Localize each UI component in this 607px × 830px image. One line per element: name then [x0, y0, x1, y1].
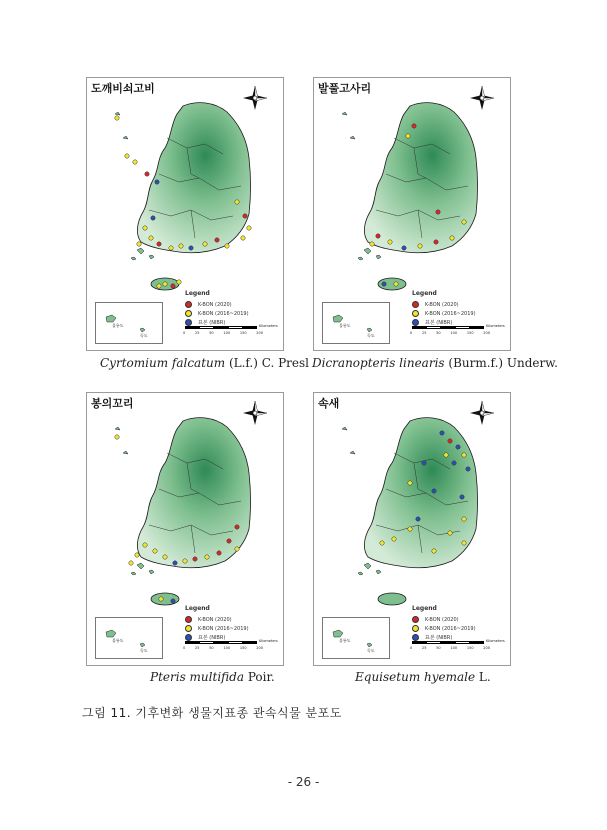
legend-item: [412, 624, 476, 633]
legend-label: 표본 (NIBR): [425, 320, 453, 326]
scale-tick: 25: [421, 331, 427, 335]
legend-marker: [412, 616, 419, 623]
legend-marker: [185, 310, 192, 317]
scale-bar: [412, 641, 484, 644]
inset-label-dokdo: 독도: [140, 333, 148, 338]
inset-label-ulleungdo: 울릉도: [112, 323, 124, 328]
scale-tick: 25: [421, 646, 427, 650]
legend-item: [185, 615, 249, 624]
panel-title: 도깨비쇠고비: [91, 82, 155, 95]
legend-marker: [185, 625, 192, 632]
scale-tick: 150: [466, 331, 474, 335]
legend-item: [412, 615, 476, 624]
inset-map-box: [322, 302, 390, 344]
legend: [185, 605, 249, 642]
scale-tick: 0: [410, 646, 413, 650]
legend-item: [185, 624, 249, 633]
scale-tick: 150: [239, 331, 247, 335]
scale-tick: 150: [239, 646, 247, 650]
legend-marker: [185, 616, 192, 623]
scale-labels: [183, 331, 263, 335]
scale-tick: 100: [450, 646, 458, 650]
scale-tick: 0: [183, 646, 186, 650]
legend-title: Legend: [412, 290, 437, 297]
inset-label-dokdo: 독도: [140, 648, 148, 653]
inset-label-ulleungdo: 울릉도: [339, 638, 351, 643]
scale-tick: 100: [223, 646, 231, 650]
legend-marker: [412, 310, 419, 317]
map-panel-1: [86, 77, 284, 351]
panel-title: 발풀고사리: [318, 82, 372, 95]
scale-bar: [185, 641, 257, 644]
legend: [412, 605, 476, 642]
species-author: (Burm.f.) Underw.: [444, 356, 558, 370]
legend-title: Legend: [185, 605, 210, 612]
legend-item: [412, 309, 476, 318]
species-name: Dicranopteris linearis: [312, 356, 445, 370]
species-name: Equisetum hyemale: [355, 670, 476, 684]
legend-marker: [185, 301, 192, 308]
scale-tick: 25: [194, 646, 200, 650]
legend-label: 표본 (NIBR): [198, 320, 226, 326]
species-caption-4: [355, 670, 491, 684]
scale-tick: 50: [436, 646, 441, 650]
inset-map-box: [322, 617, 390, 659]
species-caption-1: [100, 356, 309, 370]
inset-label-ulleungdo: 울릉도: [339, 323, 351, 328]
species-author: (L.f.) C. Presl: [225, 356, 310, 370]
panel-title: 속새: [318, 397, 340, 410]
inset-map: [96, 303, 162, 343]
map-panel-3: [86, 392, 284, 666]
inset-label-dokdo: 독도: [367, 333, 375, 338]
legend-marker: [412, 625, 419, 632]
page-number: - 26 -: [287, 775, 320, 789]
scale-tick: 50: [209, 331, 214, 335]
scale-tick: 200: [483, 331, 490, 335]
species-name: Pteris multifida: [150, 670, 244, 684]
legend-label: K-BON (2016~2019): [425, 625, 476, 632]
legend-title: Legend: [185, 290, 210, 297]
scale-unit: Kilometers: [259, 639, 278, 643]
scale-tick: 50: [209, 646, 214, 650]
scale-bar: [185, 326, 257, 329]
legend: [412, 290, 476, 327]
legend-label: 표본 (NIBR): [425, 635, 453, 641]
species-name: Cyrtomium falcatum: [100, 356, 226, 370]
scale-tick: 100: [450, 331, 458, 335]
species-author: L.: [475, 670, 491, 684]
legend-marker: [412, 634, 419, 641]
legend-marker: [412, 319, 419, 326]
inset-map: [323, 303, 389, 343]
legend-marker: [185, 319, 192, 326]
inset-map-box: [95, 302, 163, 344]
scale-labels: [410, 646, 490, 650]
legend-marker: [185, 634, 192, 641]
figure-caption: 그림 11. 기후변화 생물지표종 관속식물 분포도: [82, 706, 342, 720]
legend-label: K-BON (2020): [425, 616, 459, 623]
scale-unit: Kilometers: [486, 324, 505, 328]
legend-label: K-BON (2020): [198, 301, 232, 308]
scale-tick: 200: [256, 646, 263, 650]
legend-item: [412, 300, 476, 309]
inset-map: [323, 618, 389, 658]
scale-tick: 100: [223, 331, 231, 335]
legend: [185, 290, 249, 327]
scale-tick: 200: [483, 646, 490, 650]
inset-label-dokdo: 독도: [367, 648, 375, 653]
legend-title: Legend: [412, 605, 437, 612]
scale-tick: 200: [256, 331, 263, 335]
inset-label-ulleungdo: 울릉도: [112, 638, 124, 643]
legend-marker: [412, 301, 419, 308]
scale-unit: Kilometers: [259, 324, 278, 328]
legend-label: K-BON (2020): [425, 301, 459, 308]
legend-label: K-BON (2016~2019): [198, 625, 249, 632]
scale-labels: [183, 646, 263, 650]
map-panel-2: [313, 77, 511, 351]
scale-bar: [412, 326, 484, 329]
scale-tick: 0: [410, 331, 413, 335]
legend-label: K-BON (2016~2019): [198, 310, 249, 317]
species-author: Poir.: [244, 670, 275, 684]
scale-tick: 150: [466, 646, 474, 650]
legend-item: [185, 300, 249, 309]
scale-unit: Kilometers: [486, 639, 505, 643]
scale-tick: 50: [436, 331, 441, 335]
panel-title: 봉의꼬리: [91, 397, 134, 410]
legend-label: K-BON (2016~2019): [425, 310, 476, 317]
inset-map: [96, 618, 162, 658]
legend-item: [185, 309, 249, 318]
inset-map-box: [95, 617, 163, 659]
scale-labels: [410, 331, 490, 335]
scale-tick: 0: [183, 331, 186, 335]
map-panel-4: [313, 392, 511, 666]
legend-label: K-BON (2020): [198, 616, 232, 623]
species-caption-2: [312, 356, 558, 370]
legend-label: 표본 (NIBR): [198, 635, 226, 641]
species-caption-3: [150, 670, 275, 684]
scale-tick: 25: [194, 331, 200, 335]
